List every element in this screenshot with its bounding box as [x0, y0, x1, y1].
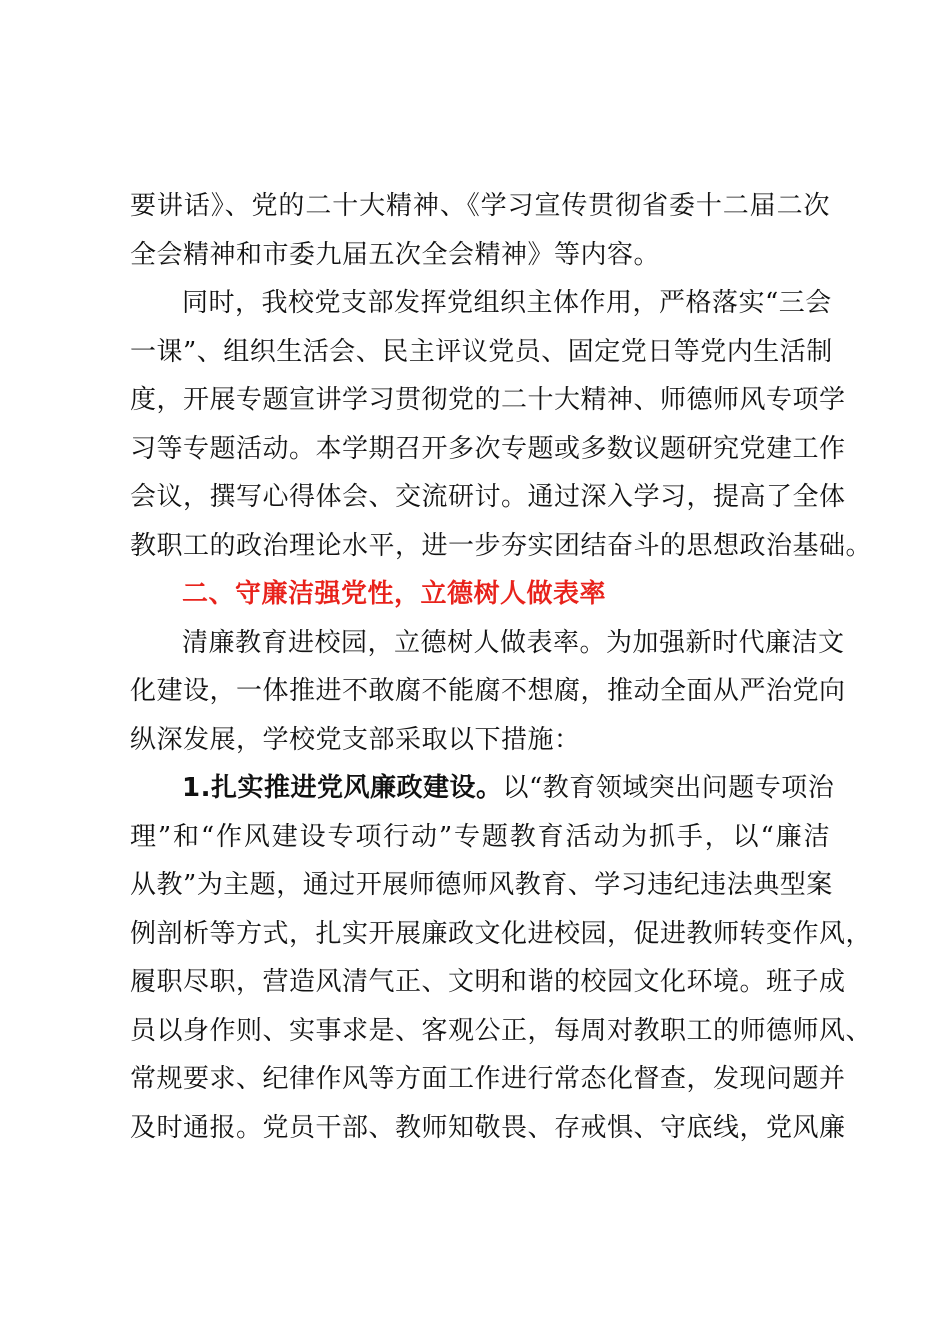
- document-body: [130, 182, 873, 1152]
- body-line: 教职工的政治理论水平，进一步夯实团结奋斗的思想政治基础。: [130, 530, 873, 561]
- body-line: 习等专题活动。本学期召开多次专题或多数议题研究党建工作: [130, 433, 846, 464]
- section-heading: 二、守廉洁强党性，立德树人做表率: [182, 579, 607, 609]
- body-line: 度，开展专题宣讲学习贯彻党的二十大精神、师德师风专项学: [130, 385, 846, 415]
- body-line: 化建设，一体推进不敢腐不能腐不想腐，推动全面从严治党向: [130, 676, 846, 706]
- body-text: 以“教育领域突出问题专项治: [502, 773, 835, 803]
- body-line: 履职尽职，营造风清气正、文明和谐的校园文化环境。班子成: [130, 967, 846, 997]
- body-line: 同时，我校党支部发挥党组织主体作用，严格落实“三会: [182, 288, 832, 318]
- body-line: 全会精神和市委九届五次全会精神》等内容。: [130, 239, 661, 270]
- body-line: 会议，撰写心得体会、交流研讨。通过深入学习，提高了全体: [130, 482, 846, 512]
- bold-lead-text: 1.扎实推进党风廉政建设。: [182, 773, 503, 803]
- body-line: 一课”、组织生活会、民主评议党员、固定党日等党内生活制: [130, 336, 833, 367]
- body-line: 员以身作则、实事求是、客观公正，每周对教职工的师德师风、: [130, 1015, 873, 1046]
- body-line: 要讲话》、党的二十大精神、《学习宣传贯彻省委十二届二次: [130, 191, 830, 221]
- body-line: 常规要求、纪律作风等方面工作进行常态化督查，发现问题并: [130, 1064, 846, 1094]
- body-line: 及时通报。党员干部、教师知敬畏、存戒惧、守底线，党风廉: [130, 1112, 846, 1143]
- body-line: [130, 764, 835, 813]
- body-line: 纵深发展，学校党支部采取以下措施：: [130, 724, 581, 755]
- body-line: 清廉教育进校园，立德树人做表率。为加强新时代廉洁文: [182, 627, 845, 658]
- body-line: 例剖析等方式，扎实开展廉政文化进校园，促进教师转变作风，: [130, 918, 873, 949]
- body-line: 理”和“作风建设专项行动”专题教育活动为抓手，以“廉洁: [130, 821, 830, 852]
- body-line: 从教”为主题，通过开展师德师风教育、学习违纪违法典型案: [130, 870, 833, 900]
